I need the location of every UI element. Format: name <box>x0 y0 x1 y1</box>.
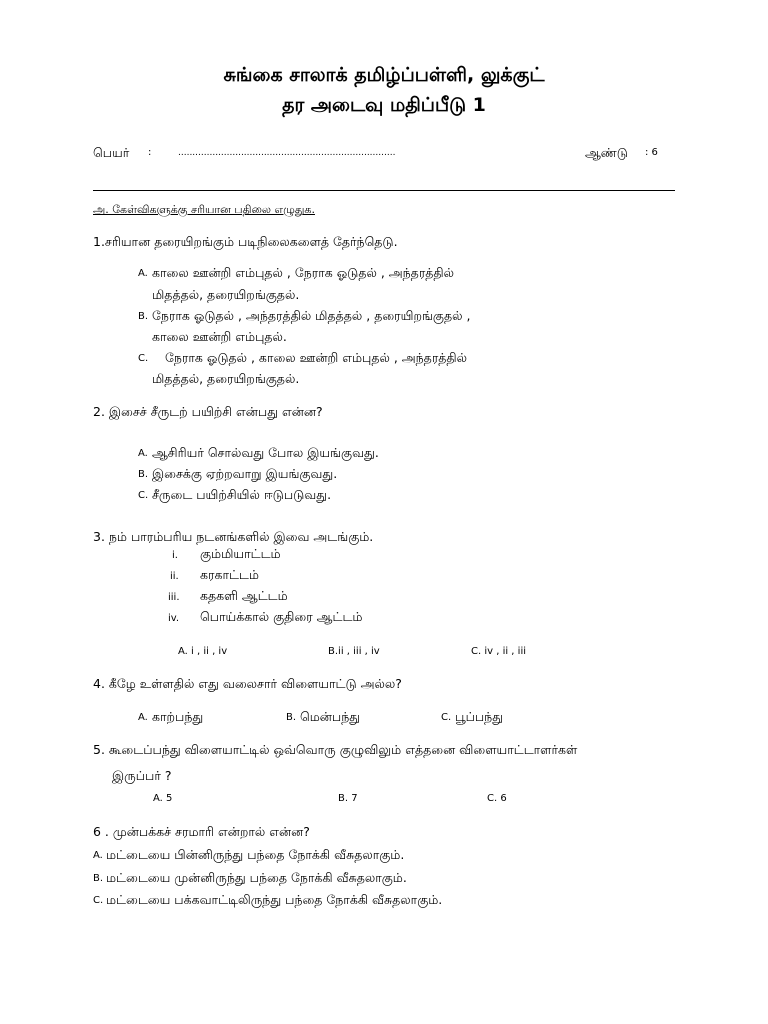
q3-item-ii-num: ii. <box>170 571 179 582</box>
q6-option-a: மட்டையை பின்னிருந்து பந்தை நோக்கி வீசுதலாகும். <box>106 847 405 862</box>
school-title: சுங்கை சாலாக் தமிழ்ப்பள்ளி, லுக்குட் <box>223 64 545 86</box>
q6-option-b-letter: B. <box>93 873 104 884</box>
q1-option-c-line2: மிதத்தல், தரையிறங்குதல். <box>152 371 300 386</box>
name-line[interactable]: ............................................................................ <box>178 148 396 158</box>
q4-option-b-letter: B. <box>286 712 297 723</box>
q3-item-iv: பொய்க்கால் குதிரை ஆட்டம் <box>200 609 363 624</box>
q1-option-b-line2: காலை ஊன்றி எம்புதல். <box>152 329 287 344</box>
q4-option-b: மென்பந்து <box>300 709 361 724</box>
q2-option-a-letter: A. <box>138 448 148 459</box>
q2-option-b-letter: B. <box>138 469 149 480</box>
year-value: : 6 <box>645 147 658 158</box>
question-6: 6 . முன்பக்கச் சரமாரி என்றால் என்ன? <box>93 824 310 839</box>
q3-item-iv-num: iv. <box>168 613 180 624</box>
question-3: 3. நம் பாரம்பரிய நடனங்களில் இவை அடங்கும். <box>93 529 374 544</box>
q3-item-iii-num: iii. <box>168 592 180 603</box>
header-divider <box>93 190 675 191</box>
q1-option-c-letter: C. <box>138 353 149 364</box>
q4-option-c-letter: C. <box>441 712 452 723</box>
q3-option-c: C. iv , ii , iii <box>471 646 526 657</box>
q4-option-a: காற்பந்து <box>152 709 204 724</box>
q6-option-c-letter: C. <box>93 895 104 906</box>
q4-option-a-letter: A. <box>138 712 148 723</box>
q3-item-i-num: i. <box>172 550 178 561</box>
q4-option-c: பூப்பந்து <box>455 709 504 724</box>
q6-option-b: மட்டையை முன்னிருந்து பந்தை நோக்கி வீசுதலாகும். <box>106 870 407 885</box>
q2-option-c: சீருடை பயிற்சியில் ஈடுபடுவது. <box>152 487 332 502</box>
q3-item-ii: கரகாட்டம் <box>200 567 259 582</box>
q1-option-b-line1: நேராக ஓடுதல் , அந்தரத்தில் மிதத்தல் , தரையிறங்குதல் , <box>152 308 471 323</box>
q1-option-a-line1: காலை ஊன்றி எம்புதல் , நேராக ஓடுதல் , அந்தரத்தில் <box>152 265 455 280</box>
q1-option-a-line2: மிதத்தல், தரையிறங்குதல். <box>152 287 300 302</box>
question-5-line1: 5. கூடைப்பந்து விளையாட்டில் ஒவ்வொரு குழுவிலும் எத்தனை விளையாட்டாளர்கள் <box>93 742 578 757</box>
q6-option-c: மட்டையை பக்கவாட்டிலிருந்து பந்தை நோக்கி வீசுதலாகும். <box>106 892 443 907</box>
question-5-line2: இருப்பர் ? <box>112 768 172 783</box>
name-label: பெயர் <box>93 145 130 160</box>
name-colon: : <box>148 147 152 158</box>
q3-item-iii: கதகளி ஆட்டம் <box>200 588 288 603</box>
q2-option-c-letter: C. <box>138 490 149 501</box>
question-2: 2. இசைச் சீருடற் பயிற்சி என்பது என்ன? <box>93 404 323 419</box>
q5-option-c: C. 6 <box>487 793 507 804</box>
year-label: ஆண்டு <box>585 145 628 160</box>
q1-option-b-letter: B. <box>138 311 149 322</box>
q1-option-a-letter: A. <box>138 268 148 279</box>
q3-option-a: A. i , ii , iv <box>178 646 228 657</box>
section-title: அ. கேள்விகளுக்கு சரியான பதிலை எழுதுக. <box>93 203 315 216</box>
q5-option-a: A. 5 <box>153 793 173 804</box>
q5-option-b: B. 7 <box>338 793 358 804</box>
q3-option-b: B.ii , iii , iv <box>328 646 380 657</box>
question-4: 4. கீழே உள்ளதில் எது வலைசார் விளையாட்டு அல்ல? <box>93 676 402 691</box>
question-1: 1.சரியான தரையிறங்கும் படிநிலைகளைத் தேர்ந்தெடு. <box>93 234 398 249</box>
exam-title: தர அடைவு மதிப்பீடு 1 <box>282 94 486 116</box>
q2-option-a: ஆசிரியர் சொல்வது போல இயங்குவது. <box>152 445 379 460</box>
q6-option-a-letter: A. <box>93 850 103 861</box>
q3-item-i: கும்மியாட்டம் <box>200 546 281 561</box>
q2-option-b: இசைக்கு ஏற்றவாறு இயங்குவது. <box>152 466 338 481</box>
q1-option-c-line1: நேராக ஓடுதல் , காலை ஊன்றி எம்புதல் , அந்தரத்தில் <box>165 350 468 365</box>
